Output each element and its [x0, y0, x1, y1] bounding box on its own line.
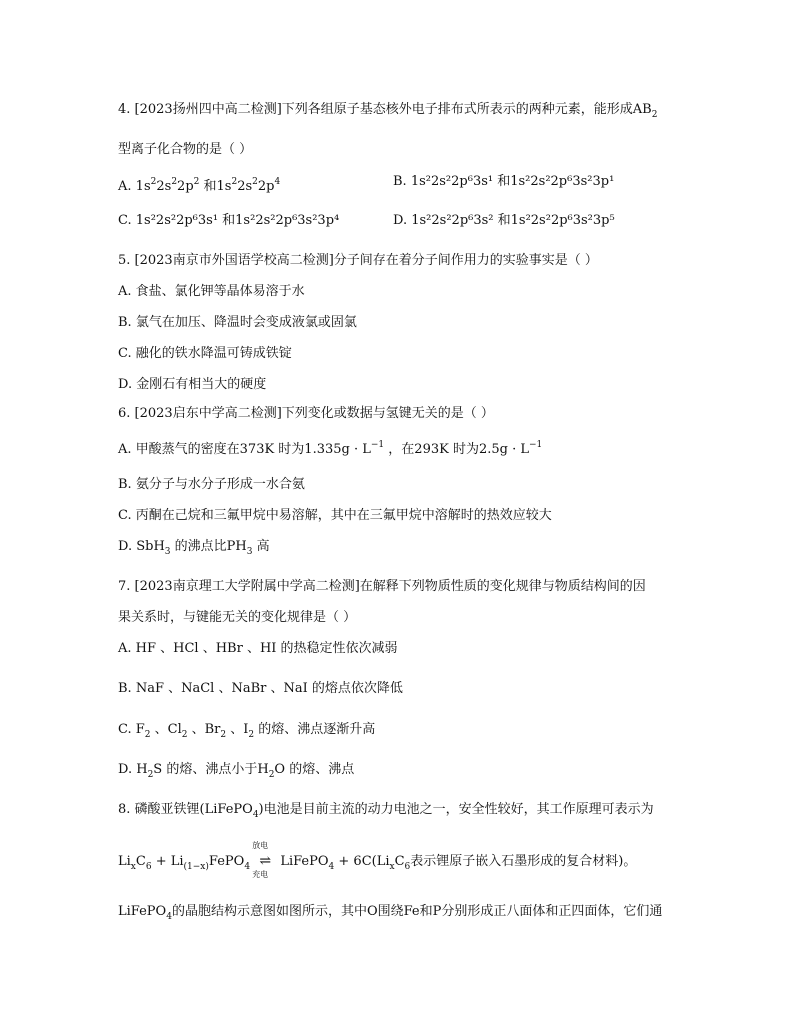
q4-stem-line2: 型离子化合物的是（ ）	[118, 142, 253, 157]
q6-option-a: A. 甲酸蒸气的密度在373K 时为$1.335g \cdot L^{-1}$ ，在293K 时为$2.5g \cdot L^{-1}$	[118, 440, 543, 457]
q5-stem: 5. [2023南京市外国语学校高二检测]分子间存在着分子间作用力的实验事实是（ ）	[118, 253, 598, 268]
q5-option-d: D. 金刚石有相当大的硬度	[118, 377, 267, 392]
q6-option-b: B. 氨分子与水分子形成一水合氨	[118, 477, 305, 492]
q7-stem-line1: 7. [2023南京理工大学附属中学高二检测]在解释下列物质性质的变化规律与物质结构间的因	[118, 579, 646, 594]
q5-option-a: A. 食盐、氯化钾等晶体易溶于水	[118, 284, 305, 299]
q4-option-c: C. 1s²2s²2p⁶3s¹ 和1s²2s²2p⁶3s²3p⁴	[118, 213, 340, 228]
q7-option-c: C. $F_2$ 、$Cl_2$ 、$Br_2$ 、$I_2$ 的熔、沸点逐渐升高	[118, 722, 376, 740]
q4-stem-line1: 4. [2023扬州四中高二检测]下列各组原子基态核外电子排布式所表示的两种元素，能形成$AB_2$	[118, 102, 658, 120]
q5-option-b: B. 氯气在加压、降温时会变成液氯或固氯	[118, 315, 357, 330]
discharge-label: 放电	[252, 841, 269, 850]
q4-option-d: D. 1s²2s²2p⁶3s² 和1s²2s²2p⁶3s²3p⁵	[393, 213, 615, 228]
q8-equation: $Li_xC_6$ + $Li_{(1-x)}FePO_4$ 放电 ⇌ 充电 LiFePO$_4$ + $6C(Li_xC_6$表示锂原子嵌入石墨形成的复合材料)。	[118, 852, 636, 876]
q7-stem-line2: 果关系时，与键能无关的变化规律是（ ）	[118, 610, 357, 625]
q4-option-b: B. 1s²2s²2p⁶3s¹ 和1s²2s²2p⁶3s²3p¹	[393, 174, 615, 189]
q6-stem: 6. [2023启东中学高二检测]下列变化或数据与氢键无关的是（ ）	[118, 406, 494, 421]
q4-option-a: A. $1s^22s^22p^2$ 和$1s^22s^22p^4$	[118, 177, 281, 194]
charge-label: 充电	[252, 870, 269, 879]
q8-crystal-text: LiFePO$_4$的晶胞结构示意图如图所示，其中O围绕Fe和P分别形成正八面体和正四面体，它们通	[118, 904, 663, 922]
q6-option-c: C. 丙酮在己烷和三氟甲烷中易溶解，其中在三氟甲烷中溶解时的热效应较大	[118, 508, 552, 523]
q7-option-d: D. $H_2S$ 的熔、沸点小于$H_2O$ 的熔、沸点	[118, 762, 355, 780]
q7-option-b: B. NaF 、NaCl 、NaBr 、NaI 的熔点依次降低	[118, 681, 403, 696]
q8-stem: 8. 磷酸亚铁锂(LiFePO$_4$)电池是目前主流的动力电池之一，安全性较好，其工作原理可表示为	[118, 802, 654, 820]
reversible-arrow: 放电 ⇌ 充电	[254, 852, 276, 871]
q7-option-a: A. HF 、HCl 、HBr 、HI 的热稳定性依次减弱	[118, 641, 398, 656]
q6-option-d: D. SbH$_3$ 的沸点比$PH_3$ 高	[118, 539, 270, 557]
q5-option-c: C. 融化的铁水降温可铸成铁锭	[118, 346, 292, 361]
